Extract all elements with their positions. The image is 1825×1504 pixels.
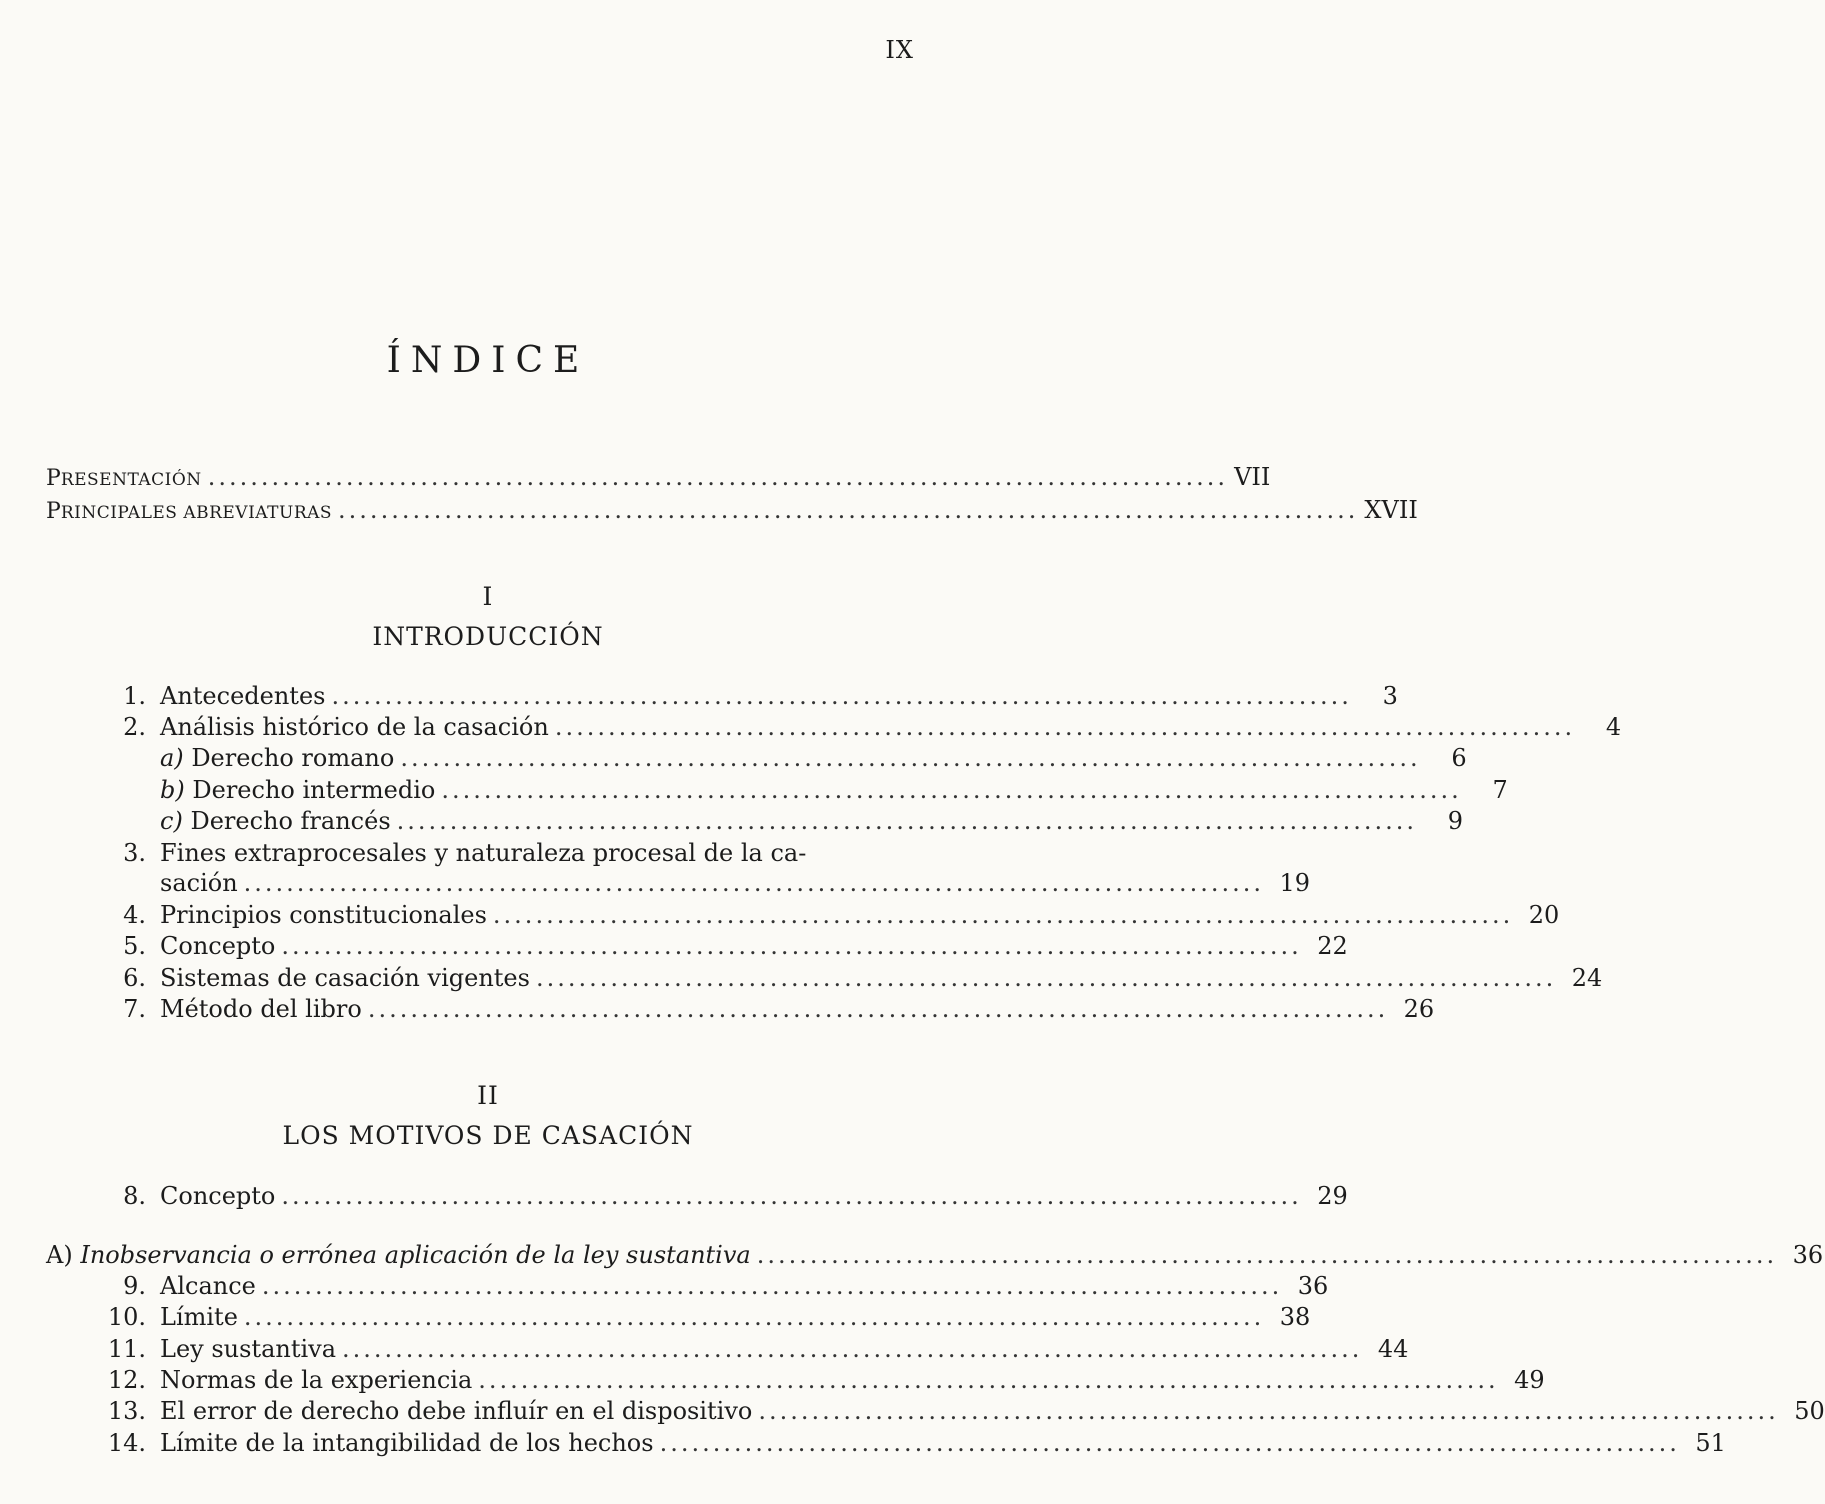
toc-entry-label: sación xyxy=(160,869,238,897)
toc-subentry xyxy=(160,775,1508,805)
leader-dots: ................................................................................................ xyxy=(659,1429,1680,1457)
toc-entry-label: Sistemas de casación vigentes xyxy=(160,964,530,992)
subentry-label: Derecho francés xyxy=(190,807,391,835)
toc-subentry xyxy=(160,806,1464,836)
toc-entry-page: 9 xyxy=(1447,807,1464,835)
toc-entry-page: 36 xyxy=(1792,1241,1824,1269)
toc-entry-page: 26 xyxy=(1403,995,1435,1023)
toc-entry-page: 50 xyxy=(1794,1397,1825,1425)
toc-entry-page: 7 xyxy=(1492,776,1508,804)
toc-entry-label xyxy=(160,806,391,836)
toc-entry-label: Alcance xyxy=(160,1272,256,1300)
leader-dots: ................................................................................................ xyxy=(554,713,1576,741)
leader-dots: ................................................................................................ xyxy=(338,496,1359,524)
leader-dots: ................................................................................................ xyxy=(261,1272,1283,1300)
toc-entry-page: 20 xyxy=(1528,901,1560,929)
toc-entry-label: El error de derecho debe influír en el dispositivo xyxy=(160,1397,753,1425)
section-label xyxy=(46,1240,751,1270)
chapter-number: II xyxy=(477,1081,499,1110)
entry-number: 1. xyxy=(123,682,146,710)
toc-entry-abreviaturas xyxy=(46,495,1418,528)
toc-entry-page: 29 xyxy=(1317,1182,1348,1210)
entry-number: 5. xyxy=(123,932,146,960)
toc-entry xyxy=(160,1271,1329,1301)
toc-entry-continuation xyxy=(160,868,1311,898)
entry-number: 4. xyxy=(123,901,146,929)
toc-entry-page: 24 xyxy=(1571,964,1603,992)
toc-entry-page: 38 xyxy=(1279,1303,1311,1331)
toc-entry xyxy=(160,1302,1311,1332)
toc-entry-label: Antecedentes xyxy=(160,682,326,710)
leader-dots: ................................................................................................ xyxy=(400,744,1421,772)
section-heading-a xyxy=(46,1240,1824,1270)
toc-entry xyxy=(160,1428,1726,1458)
toc-entry-page: 44 xyxy=(1377,1335,1409,1363)
subentry-letter: c) xyxy=(160,807,183,835)
toc-entry-page: 22 xyxy=(1317,932,1348,960)
leader-dots: ................................................................................................ xyxy=(342,1335,1363,1363)
entry-number: 8. xyxy=(123,1182,146,1210)
toc-entry xyxy=(160,1396,1825,1426)
toc-entry xyxy=(160,1181,1348,1211)
leader-dots: ................................................................................................ xyxy=(243,869,1265,897)
subentry-label: Derecho intermedio xyxy=(192,776,436,804)
toc-entry-page: VII xyxy=(1234,463,1271,491)
entry-number: 3. xyxy=(123,839,146,867)
toc-entry xyxy=(160,900,1560,930)
toc-entry-label: Concepto xyxy=(160,932,276,960)
toc-entry xyxy=(160,712,1622,742)
toc-entry-label: Método del libro xyxy=(160,995,362,1023)
toc-entry-page: 4 xyxy=(1605,713,1622,741)
toc-entry xyxy=(160,838,912,868)
subentry-label: Derecho romano xyxy=(191,744,395,772)
leader-dots: ................................................................................................ xyxy=(331,682,1352,710)
toc-entry xyxy=(160,994,1435,1024)
entry-number: 2. xyxy=(123,713,146,741)
leader-dots: ................................................................................................ xyxy=(758,1397,1779,1425)
entry-number: 11. xyxy=(107,1335,146,1363)
toc-entry-label: Análisis histórico de la casación xyxy=(160,713,549,741)
leader-dots: ................................................................................................ xyxy=(281,932,1302,960)
toc-entry xyxy=(160,963,1603,993)
page-number: IX xyxy=(885,36,914,64)
leader-dots: ................................................................................................ xyxy=(367,995,1389,1023)
subentry-letter: a) xyxy=(160,744,184,772)
toc-entry xyxy=(160,1365,1545,1395)
subentry-letter: b) xyxy=(160,776,185,804)
toc-entry-label xyxy=(160,775,435,805)
toc-entry xyxy=(160,681,1398,711)
toc-entry-label: Límite xyxy=(160,1303,238,1331)
toc-entry-page: 19 xyxy=(1279,869,1311,897)
entry-number: 6. xyxy=(123,964,146,992)
leader-dots: ................................................................................................ xyxy=(243,1303,1265,1331)
toc-subentry xyxy=(160,743,1467,773)
leader-dots: ................................................................................................ xyxy=(478,1366,1499,1394)
section-title: Inobservancia o errónea aplicación de la ley sustantiva xyxy=(80,1241,751,1269)
toc-entry-label xyxy=(160,743,394,773)
chapter-number: I xyxy=(482,582,494,611)
chapter-title: LOS MOTIVOS DE CASACIÓN xyxy=(282,1121,694,1150)
leader-dots: ................................................................................................ xyxy=(492,901,1514,929)
entry-number: 13. xyxy=(107,1397,146,1425)
section-letter: A) xyxy=(46,1241,73,1269)
toc-entry-label: Ley sustantiva xyxy=(160,1335,337,1363)
toc-entry-page: XVII xyxy=(1364,496,1418,524)
toc-entry xyxy=(160,1334,1409,1364)
page-title: ÍNDICE xyxy=(386,340,590,381)
toc-entry-label: Normas de la experiencia xyxy=(160,1366,473,1394)
entry-number: 14. xyxy=(107,1429,146,1457)
leader-dots: ................................................................................................ xyxy=(396,807,1418,835)
toc-entry-page: 51 xyxy=(1695,1429,1726,1457)
toc-entry-label: Fines extraprocesales y naturaleza procesal de la ca- xyxy=(160,839,807,867)
chapter-title: INTRODUCCIÓN xyxy=(372,622,604,651)
entry-number: 12. xyxy=(107,1366,146,1394)
entry-number: 9. xyxy=(123,1272,146,1300)
leader-dots: ................................................................................................ xyxy=(535,964,1557,992)
toc-entry-label: PRESENTACIÓN xyxy=(46,466,202,491)
toc-entry xyxy=(160,931,1348,961)
toc-entry-label: Principios constitucionales xyxy=(160,901,487,929)
leader-dots: ................................................................................................ xyxy=(281,1182,1302,1210)
leader-dots: ................................................................................................ xyxy=(441,776,1462,804)
entry-number: 7. xyxy=(123,995,146,1023)
toc-entry-label: Concepto xyxy=(160,1182,276,1210)
toc-entry-label: PRINCIPALES ABREVIATURAS xyxy=(46,499,333,524)
leader-dots: ................................................................................................ xyxy=(207,463,1229,491)
leader-dots: ................................................................................................ xyxy=(756,1241,1778,1269)
toc-entry-page: 49 xyxy=(1514,1366,1545,1394)
toc-entry-page: 6 xyxy=(1451,744,1467,772)
toc-entry-label: Límite de la intangibilidad de los hechos xyxy=(160,1429,654,1457)
entry-number: 10. xyxy=(107,1303,146,1331)
toc-entry-presentacion xyxy=(46,462,1271,495)
toc-entry-page: 36 xyxy=(1297,1272,1329,1300)
toc-entry-page: 3 xyxy=(1382,682,1398,710)
